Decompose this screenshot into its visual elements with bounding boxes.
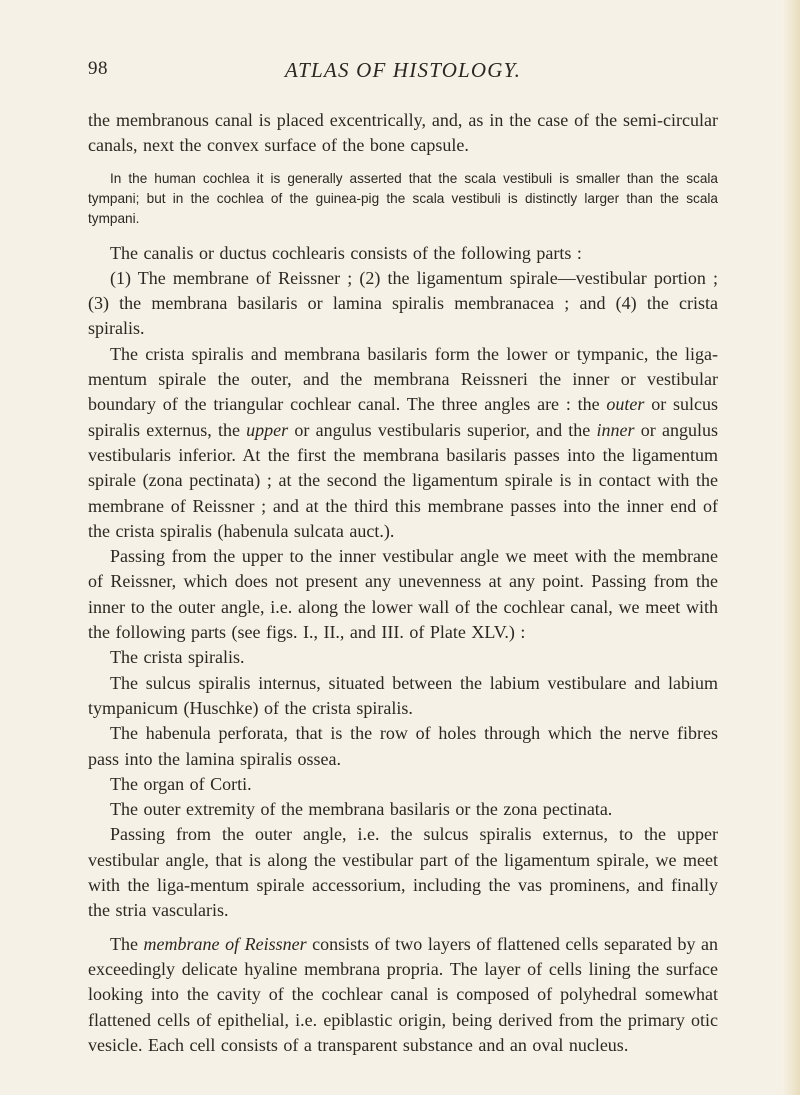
paragraph-habenula: The habenula perforata, that is the row of holes through which the nerve fibres pass into the lamina spiralis ossea.	[88, 723, 718, 769]
paragraph-passing-outer: Passing from the outer angle, i.e. the sulcus spiralis externus, to the upper vestibular angle, that is along the vestibular part of the ligamentum spirale, we meet with the liga-mentum spirale accessorium, including the vas prominens, and finally the stria vascularis.	[88, 824, 718, 921]
paragraph-angles: The crista spiralis and membrana basilaris form the lower or tympanic, the liga-mentum spirale the outer, and the membrana Reissneri the inner or vestibular boundary of the triangular cochlear canal. The three angles are : the outer or sulcus spiralis externus, the upper or angulus vestibularis superior, and the inner or angulus vestibularis inferior. At the first the membrana basilaris passes into the ligamentum spirale (zona pectinata) ; at the second the ligamentum spirale is in contact with the membrane of Reissner ; and at the third this membrane passes into the inner end of the crista spiralis (habenula sulcata auct.).	[88, 343, 718, 541]
paragraph-passing-upper: Passing from the upper to the inner vestibular angle we meet with the membrane of Reissner, which does not present any unevenness at any point. Passing from the inner to the outer angle, i.e. along the lower wall of the cochlear canal, we meet with the following parts (see figs. I., II., and III. of Plate XLV.) :	[88, 546, 718, 643]
page-edge	[782, 0, 800, 1095]
paragraph-parts-list: (1) The membrane of Reissner ; (2) the ligamentum spirale—vestibular portion ; (3) the membrana basilaris or lamina spiralis membranacea ; and (4) the crista spiralis.	[88, 267, 718, 339]
paragraph-parts-intro: The canalis or ductus cochlearis consists of the following parts :	[110, 242, 582, 263]
paragraph-outer-extremity: The outer extremity of the membrana basilaris or the zona pectinata.	[110, 799, 613, 820]
running-title: ATLAS OF HISTOLOGY.	[284, 58, 522, 82]
paragraph-organ-of-corti: The organ of Corti.	[110, 773, 252, 794]
body-text	[88, 108, 718, 1058]
paragraph-sulcus: The sulcus spiralis internus, situated between the labium vestibulare and labium tympanicum (Huschke) of the crista spiralis.	[88, 672, 718, 718]
page-number: 98	[88, 58, 108, 79]
paragraph-crista: The crista spiralis.	[110, 647, 245, 668]
paragraph-continuation: the membranous canal is placed excentrically, and, as in the case of the semi-circular canals, next the convex surface of the bone capsule.	[88, 110, 718, 156]
small-print-note: In the human cochlea it is generally asserted that the scala vestibuli is smaller than the scala tympani; but in the cochlea of the guinea-pig the scala vestibuli is distinctly larger than the scala tympani.	[88, 170, 718, 226]
running-head	[88, 58, 718, 90]
paragraph-reissner: The membrane of Reissner consists of two layers of flattened cells separated by an exceedingly delicate hyaline membrana propria. The layer of cells lining the surface looking into the cavity of the cochlear canal is composed of polyhedral somewhat flattened cells of epithelial, i.e. epiblastic origin, being derived from the primary otic vesicle. Each cell consists of a transparent substance and an oval nucleus.	[88, 933, 718, 1055]
